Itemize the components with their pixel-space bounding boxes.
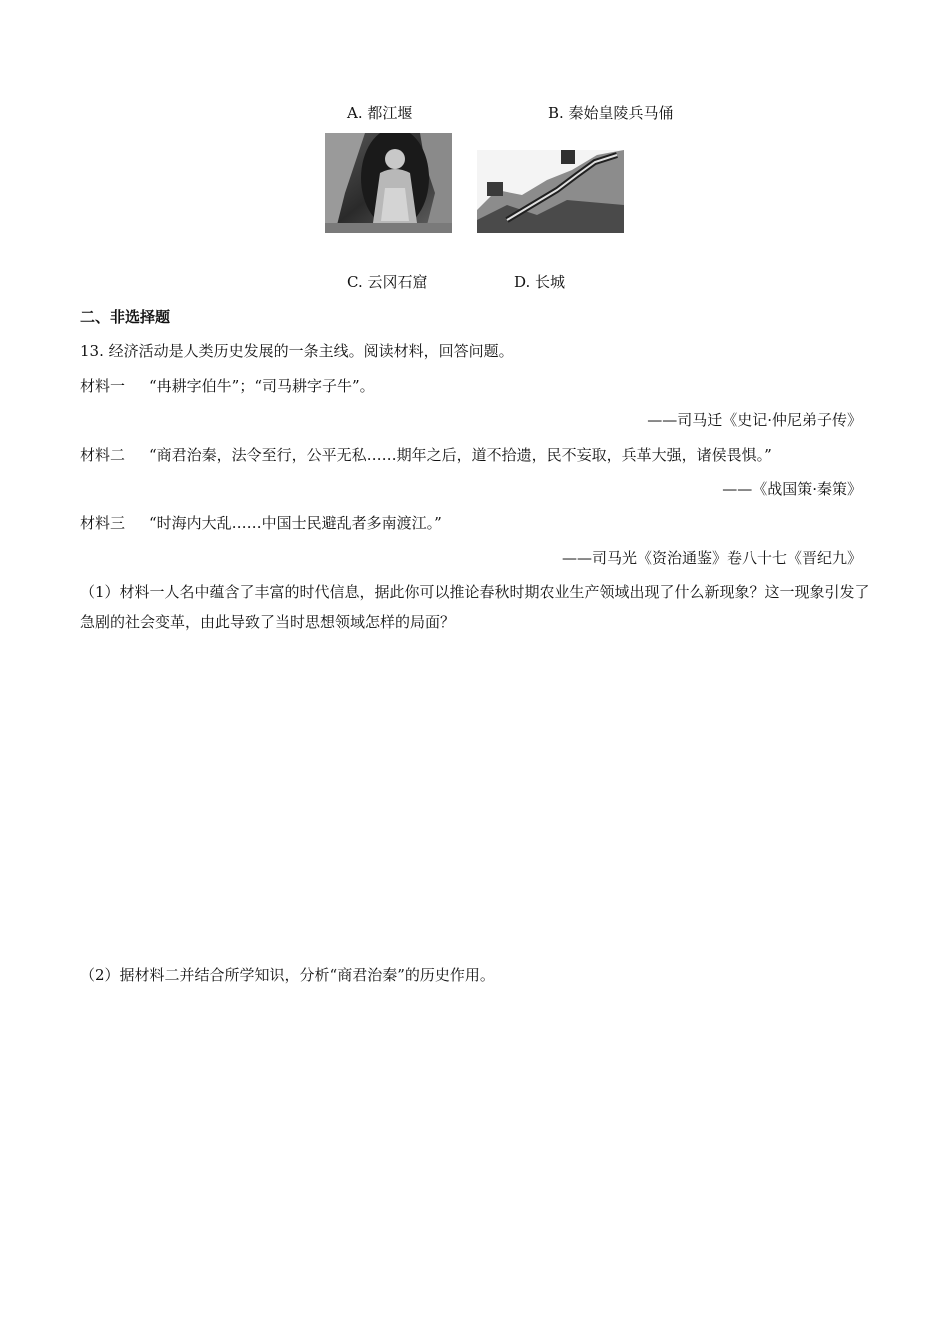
material-1-text: “冉耕字伯牛”；“司马耕字子牛”。 bbox=[149, 377, 375, 395]
material-3-source: ——司马光《资治通鉴》卷八十七《晋纪九》 bbox=[561, 549, 862, 567]
option-d-label: D. 长城 bbox=[514, 273, 566, 291]
material-2-text: “商君治秦，法令至行，公平无私……期年之后，道不拾遗，民不妄取，兵革大强，诸侯畏惧。” bbox=[149, 446, 772, 464]
great-wall-icon bbox=[477, 150, 624, 233]
buddha-statue-icon bbox=[325, 133, 452, 233]
section-heading: 二、非选择题 bbox=[80, 308, 171, 326]
sub-question-2: （2）据材料二并结合所学知识，分析“商君治秦”的历史作用。 bbox=[80, 966, 495, 984]
material-2-source: ——《战国策·秦策》 bbox=[722, 480, 862, 498]
option-c-label: C. 云冈石窟 bbox=[347, 273, 428, 291]
option-b-label: B. 秦始皇陵兵马俑 bbox=[548, 104, 674, 122]
material-1-source: ——司马迁《史记·仲尼弟子传》 bbox=[647, 411, 862, 429]
buddha-statue-photo bbox=[325, 133, 452, 233]
question-stem: 13. 经济活动是人类历史发展的一条主线。阅读材料，回答问题。 bbox=[80, 342, 514, 360]
sub-question-1: （1）材料一人名中蕴含了丰富的时代信息，据此你可以推论春秋时期农业生产领域出现了什么新现象？这一现象引发了急剧的社会变革，由此导致了当时思想领域怎样的局面？ bbox=[80, 583, 870, 631]
material-1-label: 材料一 bbox=[80, 377, 126, 395]
material-3-text: “时海内大乱……中国士民避乱者多南渡江。” bbox=[149, 514, 442, 532]
option-a-label: A. 都江堰 bbox=[347, 104, 413, 122]
material-3-label: 材料三 bbox=[80, 514, 126, 532]
great-wall-photo bbox=[477, 150, 624, 233]
material-2-label: 材料二 bbox=[80, 446, 126, 464]
